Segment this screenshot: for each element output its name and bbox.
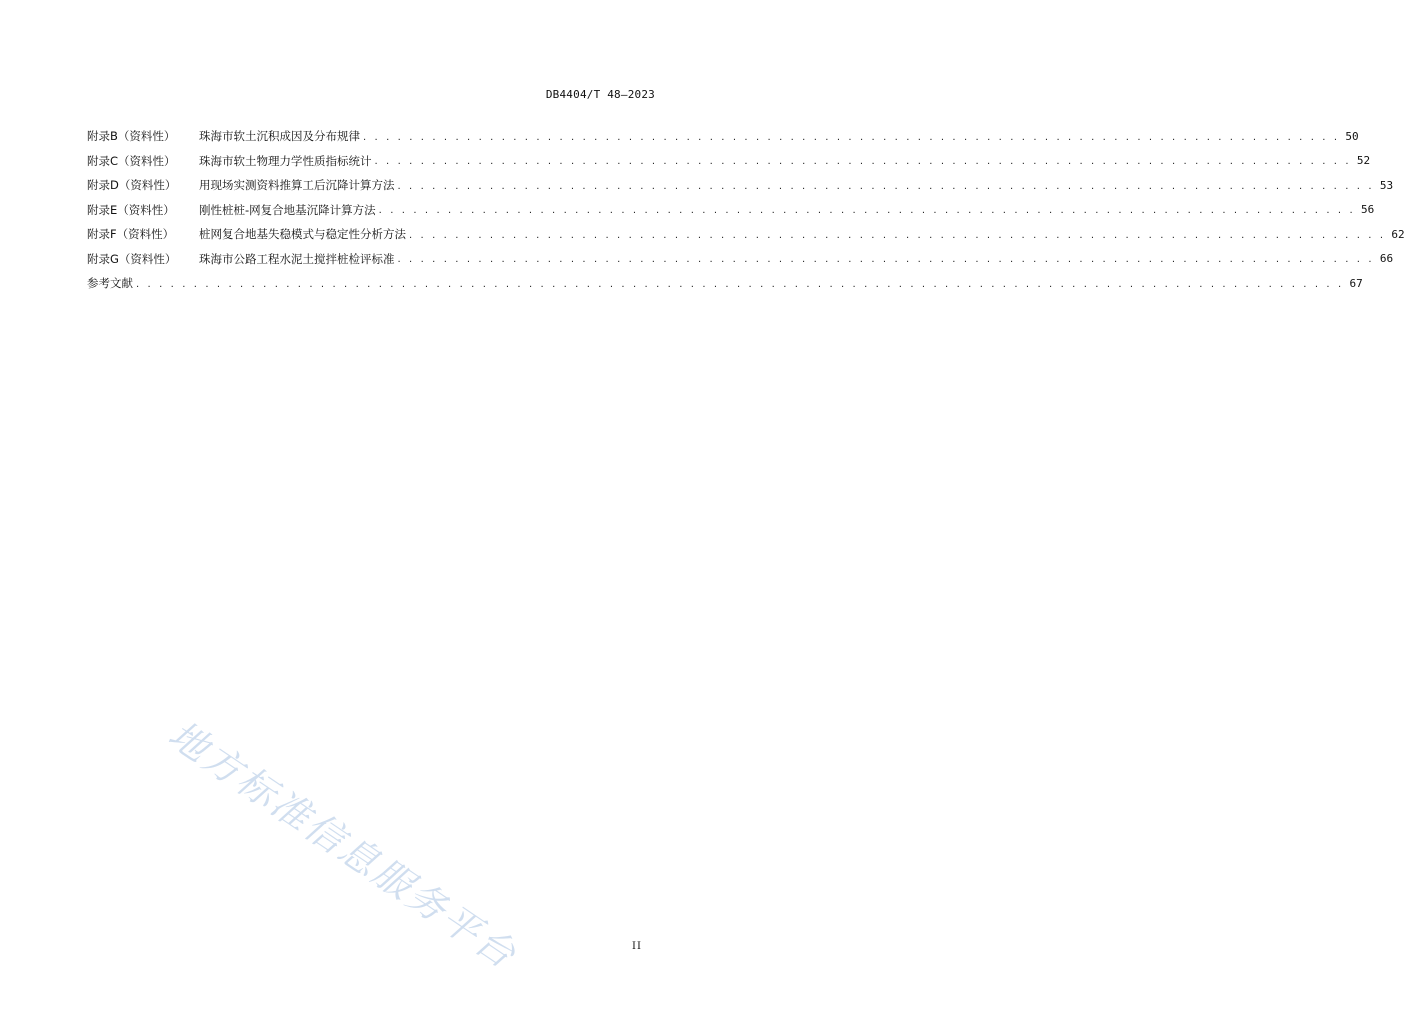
toc-leader-dots: . . . . . . . . . . . . . . . . . . . . . . . . . . . . . . . . . . . . . . . . . . . . . . . . . . . . . . . . . . . . . . . . . . . . . . . . . . . . . . . . . . . . . . . . . . . . . . . . . . . . . . . . . bbox=[136, 278, 1344, 290]
toc-leader-dots: . . . . . . . . . . . . . . . . . . . . . . . . . . . . . . . . . . . . . . . . . . . . . . . . . . . . . . . . . . . . . . . . . . . . . . . . . . . . . . . . . . . . . bbox=[397, 254, 1375, 266]
toc-entry-page: 67 bbox=[1349, 276, 1363, 290]
page-number: II bbox=[632, 941, 642, 952]
toc-entry-page: 66 bbox=[1379, 252, 1394, 266]
toc-entry-title: 珠海市软土物理力学性质指标统计 bbox=[199, 153, 372, 168]
toc-leader-dots: . . . . . . . . . . . . . . . . . . . . . . . . . . . . . . . . . . . . . . . . . . . . . . . . . . . . . . . . . . . . . . . . . . . . . . . . . . . . . . . . . . . . . bbox=[374, 156, 1352, 168]
document-code: DB4404/T 48—2023 bbox=[545, 88, 655, 101]
table-of-contents bbox=[87, 124, 1405, 296]
toc-entry-page: 50 bbox=[1345, 129, 1359, 143]
toc-entry-title: 刚性桩桩-网复合地基沉降计算方法 bbox=[199, 202, 376, 217]
toc-entry-label: 参考文献 bbox=[87, 276, 133, 291]
toc-entry-label: 附录D（资料性） bbox=[87, 178, 177, 193]
toc-leader-dots: . . . . . . . . . . . . . . . . . . . . . . . . . . . . . . . . . . . . . . . . . . . . . . . . . . . . . . . . . . . . . . . . . . . . . . . . . . . . . . . . . . . . . bbox=[363, 131, 1340, 143]
toc-entry-page: 62 bbox=[1391, 227, 1405, 241]
toc-leader-dots: . . . . . . . . . . . . . . . . . . . . . . . . . . . . . . . . . . . . . . . . . . . . . . . . . . . . . . . . . . . . . . . . . . . . . . . . . . . . . . . . . . . . . bbox=[397, 180, 1375, 192]
toc-entry-label: 附录F（资料性） bbox=[87, 227, 175, 242]
toc-entry-title: 珠海市软土沉积成因及分布规律 bbox=[199, 129, 360, 144]
toc-entry-references[interactable] bbox=[87, 271, 1363, 296]
toc-entry-appendix-b[interactable] bbox=[87, 124, 1359, 149]
toc-entry-title: 用现场实测资料推算工后沉降计算方法 bbox=[199, 178, 395, 193]
toc-entry-label: 附录E（资料性） bbox=[87, 202, 175, 217]
toc-entry-appendix-d[interactable] bbox=[87, 173, 1394, 198]
toc-entry-appendix-e[interactable] bbox=[87, 198, 1375, 223]
toc-entry-label: 附录C（资料性） bbox=[87, 153, 176, 168]
toc-entry-title: 桩网复合地基失稳模式与稳定性分析方法 bbox=[199, 227, 406, 242]
watermark-text: 地方标准信息服务平台 bbox=[160, 712, 526, 978]
toc-entry-appendix-f[interactable] bbox=[87, 222, 1405, 247]
toc-entry-appendix-g[interactable] bbox=[87, 247, 1394, 272]
toc-entry-page: 56 bbox=[1361, 203, 1375, 217]
toc-entry-page: 53 bbox=[1379, 178, 1394, 192]
toc-entry-title: 珠海市公路工程水泥土搅拌桩检评标准 bbox=[199, 251, 395, 266]
toc-leader-dots: . . . . . . . . . . . . . . . . . . . . . . . . . . . . . . . . . . . . . . . . . . . . . . . . . . . . . . . . . . . . . . . . . . . . . . . . . . . . . . . . . . . . . bbox=[409, 229, 1386, 241]
toc-entry-page: 52 bbox=[1356, 154, 1371, 168]
toc-entry-label: 附录G（资料性） bbox=[87, 251, 177, 266]
toc-entry-appendix-c[interactable] bbox=[87, 149, 1371, 174]
toc-entry-label: 附录B（资料性） bbox=[87, 129, 176, 144]
toc-leader-dots: . . . . . . . . . . . . . . . . . . . . . . . . . . . . . . . . . . . . . . . . . . . . . . . . . . . . . . . . . . . . . . . . . . . . . . . . . . . . . . . . . . . . . bbox=[378, 205, 1356, 217]
